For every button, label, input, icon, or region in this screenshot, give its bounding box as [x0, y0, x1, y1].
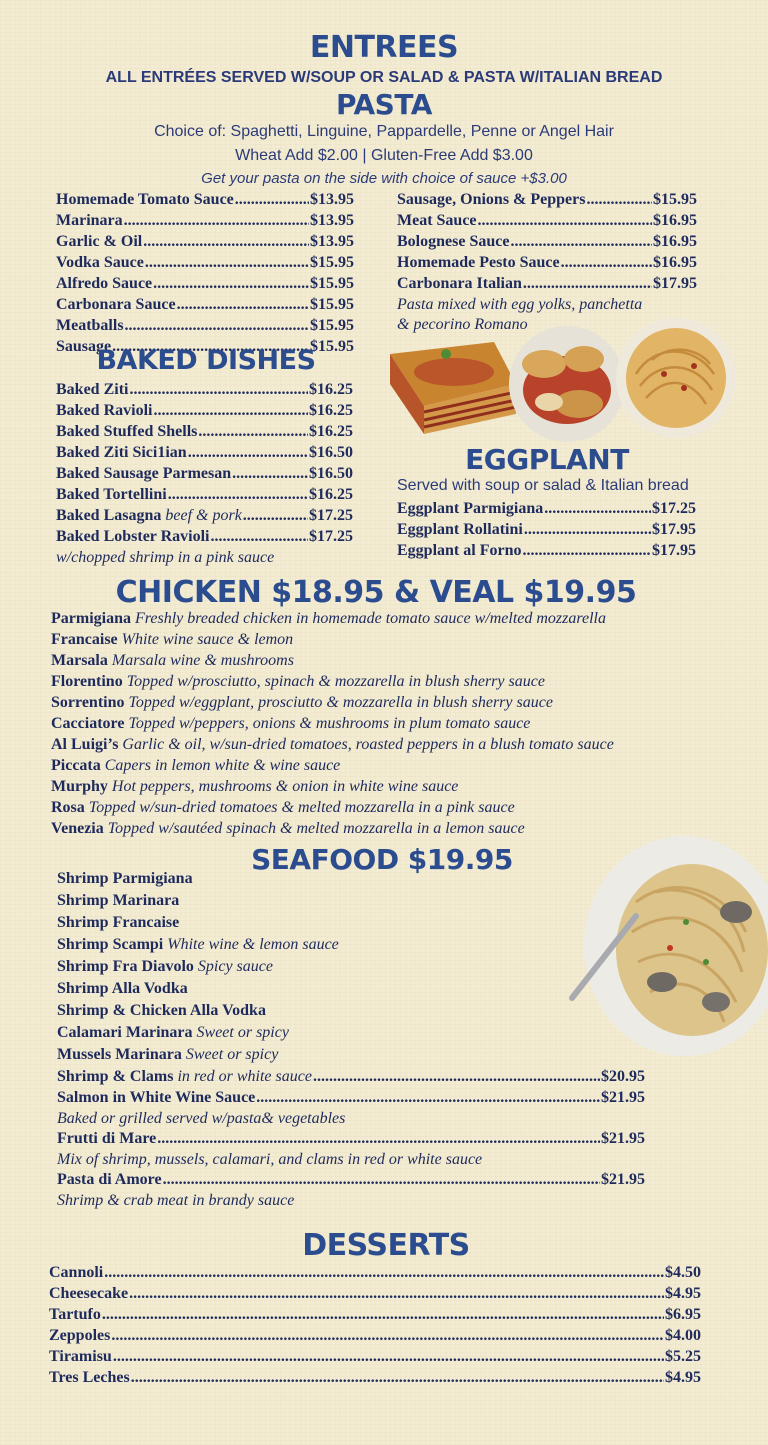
menu-item: Cheesecake ..... $4.95 [49, 1285, 701, 1306]
menu-item: Garlic & Oil ..... $13.95 [56, 233, 354, 254]
list-item: Calamari Marinara Sweet or spicy [57, 1024, 289, 1041]
list-item: Sorrentino Topped w/eggplant, prosciutto & mozzarella in blush sherry sauce [51, 694, 553, 711]
list-item: Marsala Marsala wine & mushrooms [51, 652, 294, 669]
list-item: Shrimp Marinara [57, 892, 180, 909]
eggplant-subtitle: Served with soup or salad & Italian bread [397, 477, 689, 494]
menu-item: Homemade Tomato Sauce ..... $13.95 [56, 191, 354, 212]
list-item: Rosa Topped w/sun-dried tomatoes & melted mozzarella in a pink sauce [51, 799, 515, 816]
seafood-title: SEAFOOD $19.95 [251, 843, 513, 876]
menu-item: Sausage ..... $15.95 [56, 338, 354, 359]
list-item: Al Luigi’s Garlic & oil, w/sun-dried tomatoes, roasted peppers in a blush tomato sauce [51, 736, 614, 753]
menu-item: Carbonara Italian ..... $17.95 [397, 275, 697, 296]
menu-item: Baked Stuffed Shells ..... $16.25 [56, 423, 353, 444]
item-note: Shrimp & crab meat in brandy sauce [57, 1192, 295, 1209]
menu-item: Marinara ..... $13.95 [56, 212, 354, 233]
pasta-title: PASTA [336, 88, 432, 121]
seafood-priced-list [57, 1068, 645, 1212]
menu-item: Cannoli ..... $4.50 [49, 1264, 701, 1285]
menu-item: Tiramisu ..... $5.25 [49, 1348, 701, 1369]
pasta-left-list [56, 191, 354, 359]
menu-item: Frutti di Mare ..... $21.95 [57, 1130, 645, 1151]
eggplant-title: EGGPLANT [465, 443, 629, 476]
menu-item: Baked Ziti ..... $16.25 [56, 381, 353, 402]
list-item: Murphy Hot peppers, mushrooms & onion in white wine sauce [51, 778, 459, 795]
spaghetti-image [616, 318, 736, 438]
seafood-list [57, 870, 657, 1068]
list-item: Florentino Topped w/prosciutto, spinach & mozzarella in blush sherry sauce [51, 673, 545, 690]
entrees-subtitle: ALL ENTRÉES SERVED W/SOUP OR SALAD & PASTA W/ITALIAN BREAD [105, 69, 663, 86]
menu-item: Sausage, Onions & Peppers ..... $15.95 [397, 191, 697, 212]
pasta-choice: Choice of: Spaghetti, Linguine, Pappardelle, Penne or Angel Hair [154, 123, 614, 140]
pasta-side-note: Get your pasta on the side with choice of sauce +$3.00 [201, 170, 567, 187]
list-item: Parmigiana Freshly breaded chicken in homemade tomato sauce w/melted mozzarella [51, 610, 606, 627]
menu-item: Vodka Sauce ..... $15.95 [56, 254, 354, 275]
menu-item: Homemade Pesto Sauce ..... $16.95 [397, 254, 697, 275]
menu-item: Baked Ravioli ..... $16.25 [56, 402, 353, 423]
item-note: Baked or grilled served w/pasta& vegetables [57, 1110, 346, 1127]
baked-dishes-photo [384, 314, 740, 444]
baked-dishes-title: BAKED DISHES [96, 345, 316, 376]
entrees-title: ENTREES [309, 30, 459, 65]
eggplant-list [397, 500, 696, 563]
list-item: Shrimp & Chicken Alla Vodka [57, 1002, 266, 1019]
chicken-veal-list [51, 610, 751, 841]
list-item: Shrimp Parmigiana [57, 870, 193, 887]
menu-item: Baked Sausage Parmesan ..... $16.50 [56, 465, 353, 486]
list-item: Piccata Capers in lemon white & wine sauce [51, 757, 341, 774]
menu-item: Alfredo Sauce ..... $15.95 [56, 275, 354, 296]
eggplant-rollatini-image [509, 326, 625, 442]
desserts-list [49, 1264, 701, 1390]
chicken-veal-title: CHICKEN $18.95 & VEAL $19.95 [115, 575, 637, 610]
menu-item: Pasta di Amore ..... $21.95 [57, 1171, 645, 1192]
menu-item: Eggplant Parmigiana ..... $17.25 [397, 500, 696, 521]
carbonara-note: & pecorino Romano [397, 316, 528, 333]
carbonara-note: Pasta mixed with egg yolks, panchetta [397, 296, 643, 313]
lasagna-image [390, 342, 516, 434]
list-item: Shrimp Scampi White wine & lemon sauce [57, 936, 339, 953]
menu-item: Carbonara Sauce ..... $15.95 [56, 296, 354, 317]
list-item: Mussels Marinara Sweet or spicy [57, 1046, 279, 1063]
menu-item: Meat Sauce ..... $16.95 [397, 212, 697, 233]
desserts-title: DESSERTS [302, 1228, 470, 1263]
menu-item: Tres Leches ..... $4.95 [49, 1369, 701, 1390]
baked-dishes-list [56, 381, 353, 569]
menu-item: Tartufo ..... $6.95 [49, 1306, 701, 1327]
list-item: Shrimp Fra Diavolo Spicy sauce [57, 958, 273, 975]
menu-item: Salmon in White Wine Sauce ..... $21.95 [57, 1089, 645, 1110]
menu-item: Baked Lasagna beef & pork ..... $17.25 [56, 507, 353, 528]
list-item: Venezia Topped w/sautéed spinach & melted mozzarella in a lemon sauce [51, 820, 525, 837]
menu-item: Eggplant al Forno ..... $17.95 [397, 542, 696, 563]
lobster-ravioli-note: w/chopped shrimp in a pink sauce [56, 549, 275, 566]
menu-item: Bolognese Sauce ..... $16.95 [397, 233, 697, 254]
list-item: Francaise White wine sauce & lemon [51, 631, 294, 648]
list-item: Shrimp Alla Vodka [57, 980, 188, 997]
menu-item: Meatballs ..... $15.95 [56, 317, 354, 338]
menu-item: Shrimp & Clams in red or white sauce ..... $20.95 [57, 1068, 645, 1089]
item-note: Mix of shrimp, mussels, calamari, and clams in red or white sauce [57, 1151, 483, 1168]
menu-item: Baked Ziti Sici1ian ..... $16.50 [56, 444, 353, 465]
list-item: Shrimp Francaise [57, 914, 180, 931]
menu-item: Eggplant Rollatini ..... $17.95 [397, 521, 696, 542]
list-item: Cacciatore Topped w/peppers, onions & mushrooms in plum tomato sauce [51, 715, 531, 732]
menu-item: Zeppoles ..... $4.00 [49, 1327, 701, 1348]
pasta-addons: Wheat Add $2.00 | Gluten-Free Add $3.00 [235, 147, 533, 164]
menu-item: Baked Lobster Ravioli ..... $17.25 [56, 528, 353, 549]
menu-item: Baked Tortellini ..... $16.25 [56, 486, 353, 507]
